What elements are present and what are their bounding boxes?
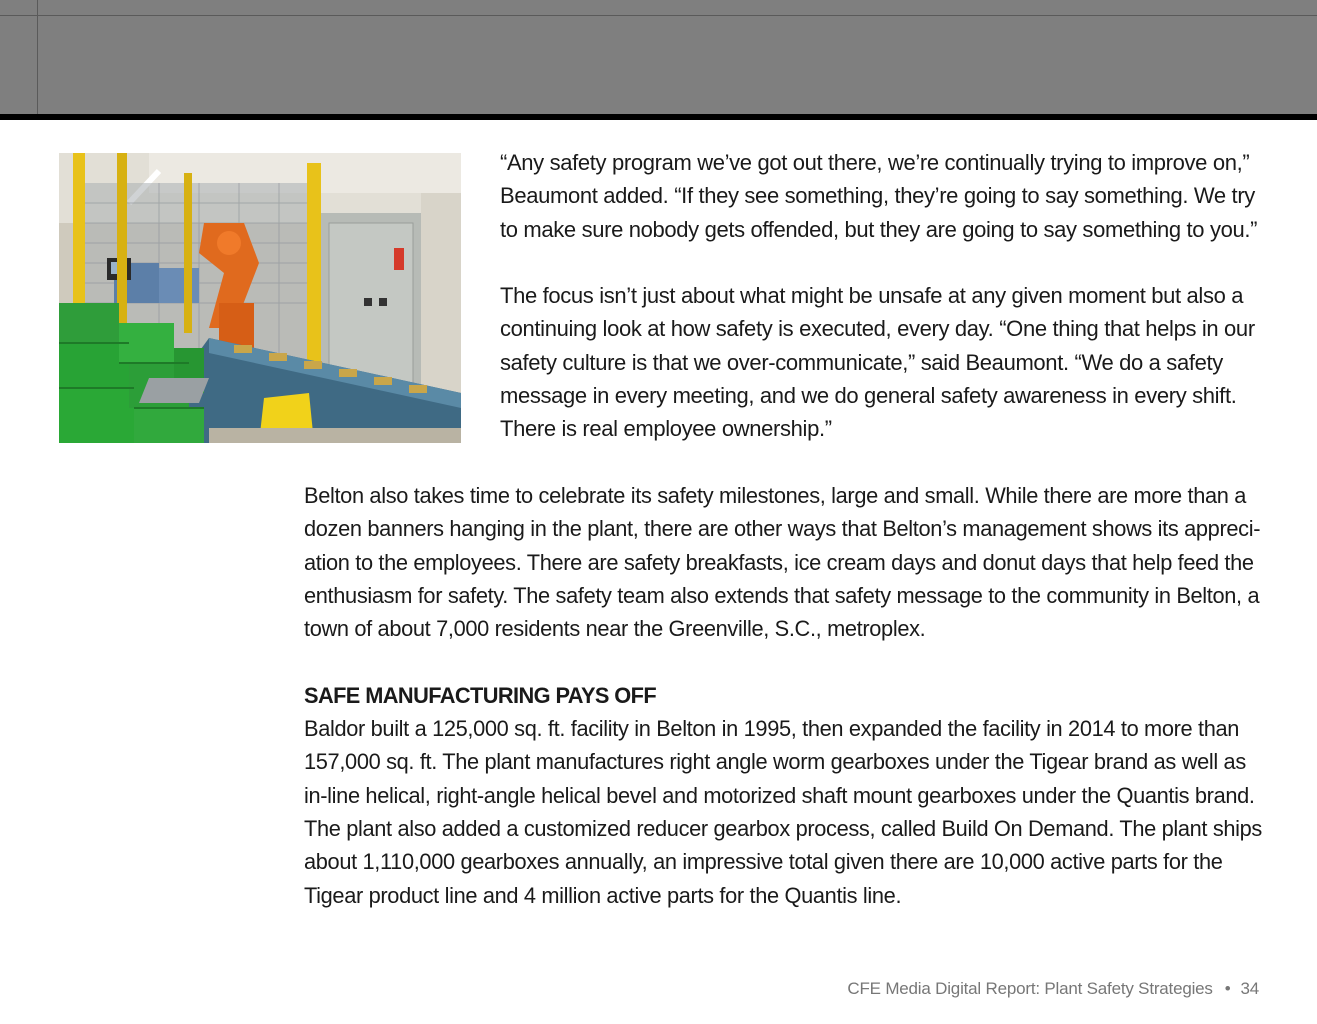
section-heading: SAFE MANUFACTURING PAYS OFF: [304, 682, 657, 708]
section-line: Tigear product line and 4 million active parts for the Quantis line.: [304, 882, 902, 908]
footer-report-title: CFE Media Digital Report: Plant Safety Strategies: [847, 979, 1213, 998]
body-line: town of about 7,000 residents near the Greenville, S.C., metroplex.: [304, 616, 926, 642]
header-band: [0, 0, 1317, 114]
body-line: dozen banners hanging in the plant, there are other ways that Belton’s management shows its appreci-: [304, 516, 1261, 542]
factory-robot-cell-photo: [59, 153, 461, 443]
page-number: 34: [1240, 979, 1259, 998]
quote-line: message in every meeting, and we do general safety awareness in every shift.: [500, 383, 1237, 409]
section-line: 157,000 sq. ft. The plant manufactures right angle worm gearboxes under the Tigear brand as well as: [304, 749, 1246, 775]
quote-line: continuing look at how safety is executed, every day. “One thing that helps in our: [500, 316, 1255, 342]
header-top-rule: [0, 15, 1317, 16]
footer-bullet-separator: •: [1224, 979, 1231, 998]
header-vertical-rule: [37, 0, 38, 114]
quote-line: “Any safety program we’ve got out there, we’re continually trying to improve on,”: [500, 150, 1250, 175]
quote-line: to make sure nobody gets offended, but they are going to say something to you.”: [500, 216, 1258, 242]
section-line: The plant also added a customized reducer gearbox process, called Build On Demand. The plant ships: [304, 815, 1262, 841]
body-line: Belton also takes time to celebrate its safety milestones, large and small. While there are more than a: [304, 483, 1247, 508]
body-line: enthusiasm for safety. The safety team also extends that safety message to the community in Belton, a: [304, 582, 1260, 608]
section-line: in-line helical, right-angle helical bevel and motorized shaft mount gearboxes under the Quantis brand.: [304, 782, 1255, 808]
page-footer: [847, 979, 1259, 999]
section-line: about 1,110,000 gearboxes annually, an impressive total given there are 10,000 active parts for the: [304, 849, 1223, 875]
quote-line: There is real employee ownership.”: [500, 416, 832, 442]
section-line: Baldor built a 125,000 sq. ft. facility in Belton in 1995, then expanded the facility in 2014 to more than: [304, 716, 1240, 742]
quote-line: Beaumont added. “If they see something, they’re going to say something. We try: [500, 183, 1255, 209]
quote-line: safety culture is that we over-communicate,” said Beaumont. “We do a safety: [500, 349, 1223, 375]
body-text-block: [304, 479, 1275, 912]
body-line: ation to the employees. There are safety breakfasts, ice cream days and donut days that help feed the: [304, 549, 1254, 575]
quote-line: The focus isn’t just about what might be unsafe at any given moment but also a: [500, 283, 1244, 309]
header-bottom-rule: [0, 114, 1317, 120]
quote-block: [500, 146, 1280, 446]
